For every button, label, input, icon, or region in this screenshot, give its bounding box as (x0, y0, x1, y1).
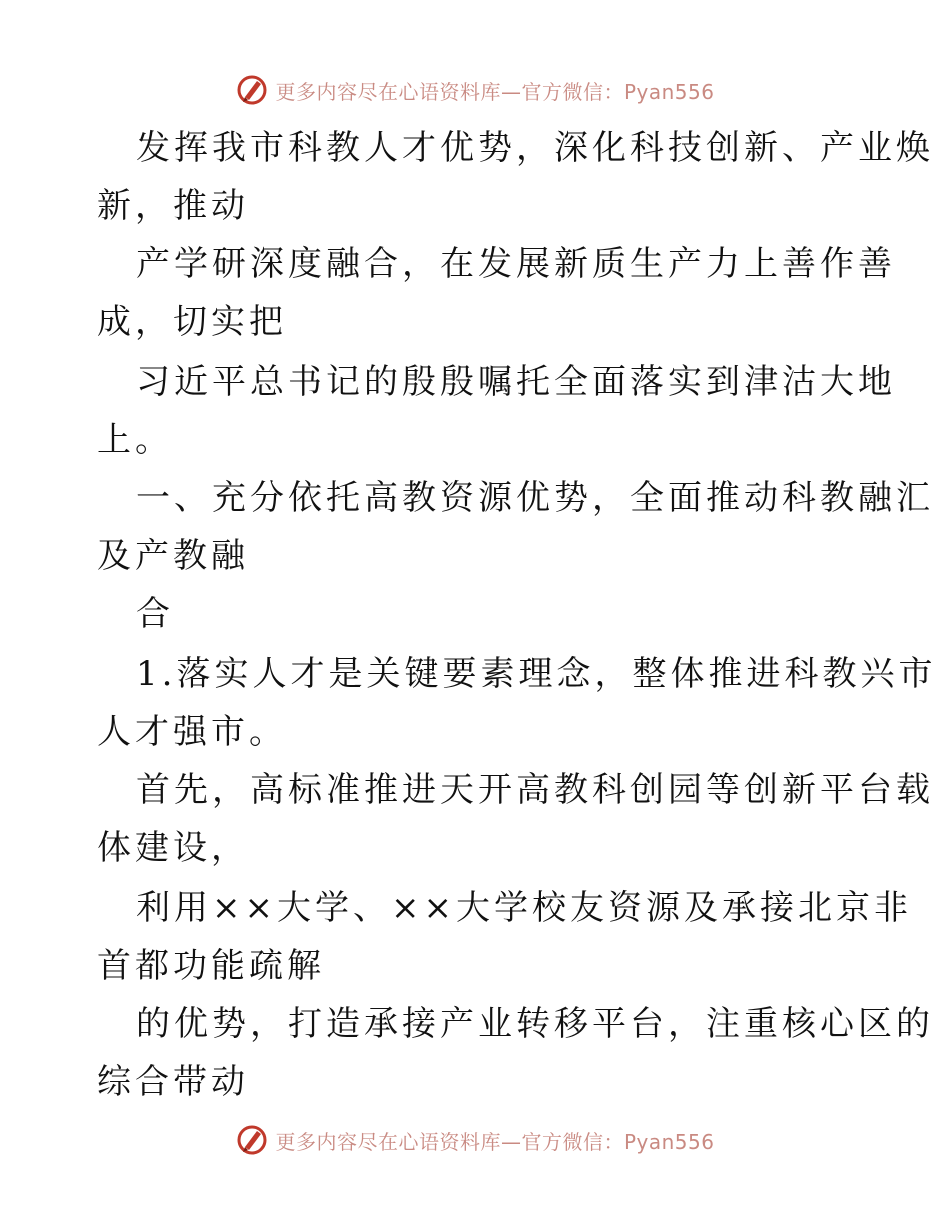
body-line: 成，切实把 (97, 302, 287, 342)
body-line: 合 (136, 594, 174, 634)
body-line: 体建设， (97, 828, 249, 868)
watermark-text: 更多内容尽在心语资料库—官方微信：Pyan556 (275, 1129, 715, 1154)
pen-logo-icon (235, 1123, 269, 1157)
body-line: 首都功能疏解 (97, 946, 325, 986)
body-line: 的优势，打造承接产业转移平台，注重核心区的 (136, 1004, 934, 1044)
body-line: 习近平总书记的殷殷嘱托全面落实到津沽大地 (136, 362, 896, 402)
body-line: 发挥我市科教人才优势，深化科技创新、产业焕 (136, 128, 934, 168)
header-watermark (0, 70, 950, 110)
body-line: 首先，高标准推进天开高教科创园等创新平台载 (136, 770, 934, 810)
body-line: 综合带动 (97, 1062, 249, 1102)
body-line: 上。 (97, 420, 173, 460)
body-line: 一、充分依托高教资源优势，全面推动科教融汇 (136, 478, 934, 518)
body-line: 人才强市。 (97, 712, 287, 752)
body-line: 利用××大学、××大学校友资源及承接北京非 (136, 888, 912, 928)
pen-logo-icon (235, 73, 269, 107)
footer-watermark (0, 1120, 950, 1160)
body-line: 产学研深度融合，在发展新质生产力上善作善 (136, 244, 896, 284)
body-line: 1.落实人才是关键要素理念，整体推进科教兴市 (136, 654, 937, 694)
body-line: 及产教融 (97, 536, 249, 576)
watermark-text: 更多内容尽在心语资料库—官方微信：Pyan556 (275, 79, 715, 104)
body-line: 新，推动 (97, 186, 249, 226)
